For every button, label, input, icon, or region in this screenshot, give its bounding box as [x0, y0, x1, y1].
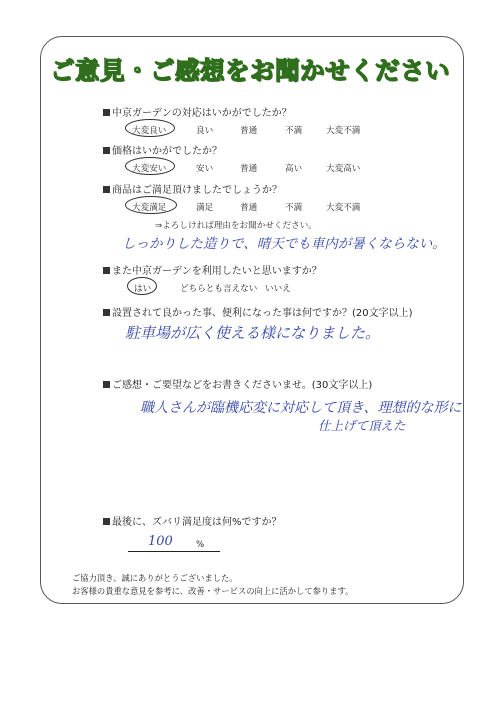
option-very-dissatisfied[interactable]: 大変不満 — [326, 203, 361, 213]
footer-note: お客様の貴重な意見を参考に、改善・サービスの向上に活かして参ります。 — [72, 586, 354, 596]
question-label: 最後に、ズバリ満足度は何%ですか？ — [112, 517, 282, 528]
question-label: 中京ガーデンの対応はいかがでしたか？ — [112, 108, 292, 119]
option-very-dissatisfied[interactable]: 大変不満 — [326, 126, 361, 136]
option-very-good[interactable]: 大変良い — [132, 126, 167, 136]
question-product — [103, 181, 282, 196]
question-label: 商品はご満足頂けましたでしょうか？ — [112, 185, 282, 196]
option-very-cheap[interactable]: 大変安い — [132, 164, 167, 174]
bullet-square-icon — [103, 267, 110, 274]
bullet-square-icon — [103, 309, 110, 316]
option-satisfied[interactable]: 満足 — [196, 203, 214, 213]
footer-thanks: ご協力頂き、誠にありがとうございました。 — [72, 573, 238, 583]
bullet-square-icon — [103, 186, 110, 193]
bullet-square-icon — [103, 518, 110, 525]
question-label: 価格はいかがでしたか？ — [112, 146, 222, 157]
handwritten-reason[interactable]: しっかりした造りで、晴天でも車内が暑くならない。 — [122, 236, 446, 252]
percent-unit: % — [196, 540, 205, 550]
question-label: また中京ガーデンを利用したいと思いますか？ — [112, 266, 322, 277]
bullet-square-icon — [103, 147, 110, 154]
option-dissatisfied[interactable]: 不満 — [285, 203, 303, 213]
option-expensive[interactable]: 高い — [285, 164, 303, 174]
option-good[interactable]: 良い — [196, 126, 214, 136]
question-benefit — [103, 304, 413, 319]
option-normal[interactable]: 普通 — [240, 203, 258, 213]
handwritten-satisfaction-value[interactable]: 100 — [148, 534, 173, 549]
question-label: 設置されて良かった事、便利になった事は何ですか？(20文字以上) — [112, 308, 413, 319]
bullet-square-icon — [103, 109, 110, 116]
option-very-satisfied[interactable]: 大変満足 — [132, 203, 167, 213]
page-title: ご意見・ご感想をお聞かせください — [50, 56, 450, 85]
question-label: ご感想・ご要望などをお書きくださいませ。(30文字以上) — [112, 380, 373, 391]
bullet-square-icon — [103, 381, 110, 388]
reason-prompt: ⇒よろしければ理由をお聞かせください。 — [155, 221, 317, 231]
handwritten-benefit[interactable]: 駐車場が広く使える様になりました。 — [125, 324, 381, 342]
option-normal[interactable]: 普通 — [240, 164, 258, 174]
option-very-expensive[interactable]: 大変高い — [326, 164, 361, 174]
option-neutral[interactable]: どちらとも言えない — [180, 284, 258, 294]
question-satisfaction — [103, 513, 282, 528]
question-comments — [103, 376, 372, 391]
handwritten-comment-line1[interactable]: 職人さんが臨機応変に対応して頂き、理想的な形に — [140, 400, 462, 416]
option-no[interactable]: いいえ — [265, 284, 291, 294]
option-dissatisfied[interactable]: 不満 — [285, 126, 303, 136]
handwritten-comment-line2[interactable]: 仕上げて頂えた — [318, 418, 406, 433]
question-service — [103, 104, 292, 119]
answer-underline — [128, 551, 220, 552]
option-normal[interactable]: 普通 — [240, 126, 258, 136]
option-cheap[interactable]: 安い — [196, 164, 214, 174]
question-reuse — [103, 262, 322, 277]
question-price — [103, 142, 222, 157]
option-yes[interactable]: はい — [134, 284, 152, 294]
